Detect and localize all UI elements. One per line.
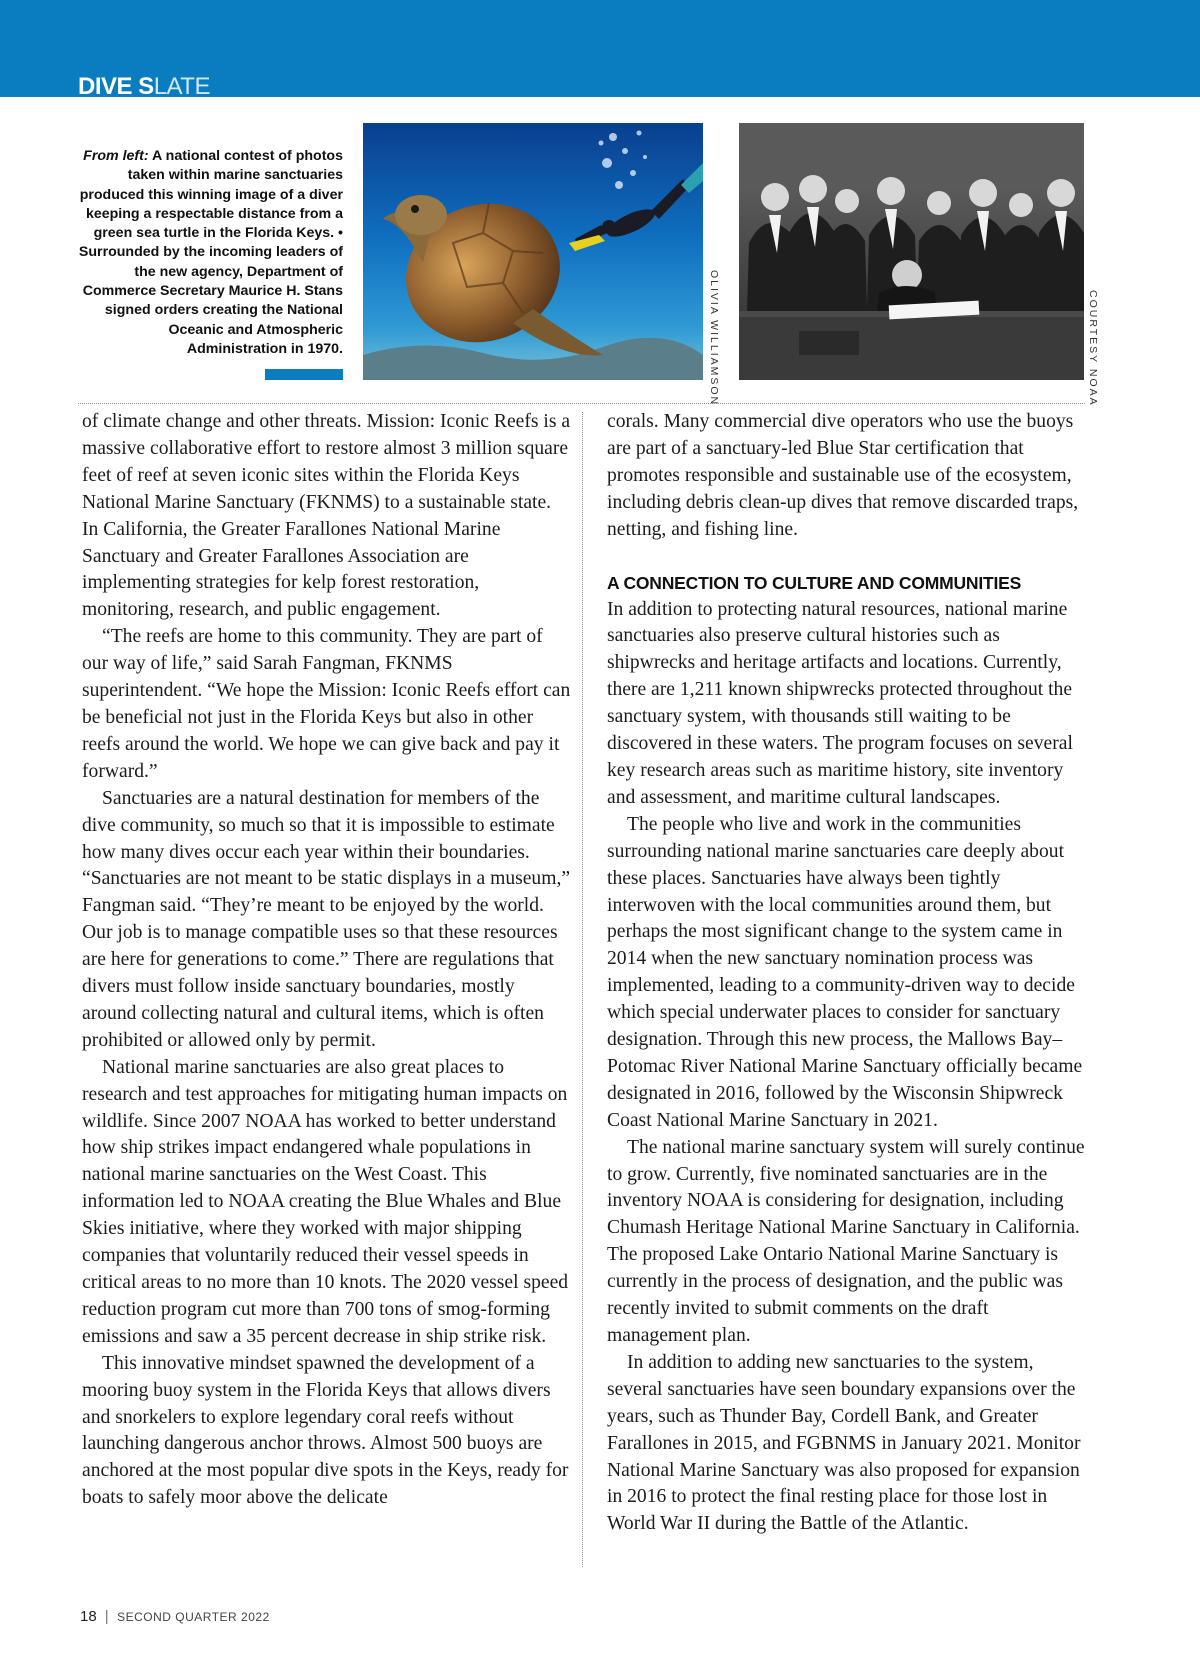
turtle-diver-photo (363, 123, 703, 380)
section-label-light: LATE (153, 73, 210, 100)
page-number: 18 (80, 1608, 97, 1625)
section-label-bold: DIVE S (78, 73, 154, 100)
section-heading: A CONNECTION TO CULTURE AND COMMUNITIES (607, 572, 1022, 593)
issue-label: SECOND QUARTER 2022 (117, 1610, 270, 1624)
column-divider (582, 412, 583, 1567)
article-paragraph: Sanctuaries are a natural destination for members of the dive community, so much so that it is impossible to estimate how many dives occur each year within their boundaries. “Sanctuaries are not meant to be static displays in a museum,” Fangman said. “They’re meant to be enjoyed by the world. Our job is to manage compatible uses so that these resources are here for generations to come.” There are regulations that divers must follow inside sanctuary boundaries, mostly around collecting natural and cultural items, which is often prohibited or allowed only by permit. (82, 787, 571, 1051)
signing-ceremony-photo (739, 123, 1084, 380)
article-paragraph: National marine sanctuaries are also great places to research and test approaches for mitigating human impacts on wildlife. Since 2007 NOAA has worked to better understand how ship strikes impact endangered whale populations in national marine sanctuaries on the West Coast. This information led to NOAA creating the Blue Whales and Blue Skies initiative, where they worked with major shipping companies that voluntarily reduced their vessel speeds in critical areas to no more than 10 knots. The 2020 vessel speed reduction program cut more than 700 tons of smog-forming emissions and saw a 35 percent decrease in ship strike risk. (82, 1056, 569, 1347)
article-column-right (607, 409, 1087, 1538)
footer-separator: | (104, 1608, 110, 1625)
photo-caption (78, 147, 343, 359)
caption-accent-bar (265, 369, 343, 380)
article-paragraph: This innovative mindset spawned the development of a mooring buoy system in the Florida Keys that allows divers and snorkelers to explore legendary coral reefs without launching dangerous anchor throws. Almost 500 buoys are anchored at the most popular dive spots in the Keys, ready for boats to safely moor above the delicate (82, 1352, 569, 1509)
caption-lead: From left: (83, 148, 149, 164)
article-paragraph: “The reefs are home to this community. They are part of our way of life,” said Sarah Fangman, FKNMS superintendent. “We hope the Mission: Iconic Reefs effort can be beneficial not just in the Florida Keys but also in other reefs around the world. We hope we can give back and pay it forward.” (82, 626, 571, 782)
section-label (78, 74, 210, 100)
page-footer (80, 1608, 270, 1625)
article-paragraph: corals. Many commercial dive operators who use the buoys are part of a sanctuary-led Blue Star certification that promotes responsible and sustainable use of the ecosystem, including debris clean-up dives that remove discarded traps, netting, and fishing line. (607, 411, 1079, 540)
article-paragraph: The people who live and work in the communities surrounding national marine sanctuaries care deeply about these places. Sanctuaries have always been tightly interwoven with the local communities around them, but perhaps the most significant change to the system came in 2014 when the new sanctuary nomination process was implemented, leading to a community-driven way to decide which special underwater places to consider for sanctuary designation. Through this new process, the Mallows Bay–Potomac River National Marine Sanctuary officially became designated in 2016, followed by the Wisconsin Shipwreck Coast National Marine Sanctuary in 2021. (607, 813, 1083, 1131)
signing-photo-credit: COURTESY NOAA (1087, 290, 1099, 407)
article-paragraph: of climate change and other threats. Mission: Iconic Reefs is a massive collaborative effort to restore almost 3 million square feet of reef at seven iconic sites within the Florida Keys National Marine Sanctuary (FKNMS) to a sustainable state. In California, the Greater Farallones National Marine Sanctuary and Greater Farallones Association are implementing strategies for kelp forest restoration, monitoring, research, and public engagement. (82, 411, 571, 621)
article-column-left (82, 409, 572, 1512)
horizontal-divider (78, 403, 1085, 404)
turtle-photo-credit: OLIVIA WILLIAMSON (708, 270, 720, 407)
article-paragraph: In addition to adding new sanctuaries to the system, several sanctuaries have seen boundary expansions over the years, such as Thunder Bay, Cordell Bank, and Greater Farallones in 2015, and FGBNMS in January 2021. Monitor National Marine Sanctuary was also proposed for expansion in 2016 to protect the final resting place for those lost in World War II during the Battle of the Atlantic. (607, 1351, 1081, 1535)
caption-text: A national contest of photos taken within marine sanctuaries produced this winning image of a diver keeping a respectable distance from a green sea turtle in the Florida Keys. • Surrounded by the incoming leaders of the new agency, Department of Commerce Secretary Maurice H. Stans signed orders creating the National Oceanic and Atmospheric Administration in 1970. (78, 148, 343, 357)
article-paragraph: The national marine sanctuary system will surely continue to grow. Currently, five nominated sanctuaries are in the inventory NOAA is considering for designation, including Chumash Heritage National Marine Sanctuary in California. The proposed Lake Ontario National Marine Sanctuary is currently in the process of designation, and the public was recently invited to submit comments on the draft management plan. (607, 1136, 1085, 1346)
article-paragraph: In addition to protecting natural resources, national marine sanctuaries also preserve cultural histories such as shipwrecks and heritage artifacts and locations. Currently, there are 1,211 known shipwrecks protected throughout the sanctuary system, with thousands still waiting to be discovered in these waters. The program focuses on several key research areas such as maritime history, site inventory and assessment, and maritime cultural landscapes. (607, 598, 1073, 808)
